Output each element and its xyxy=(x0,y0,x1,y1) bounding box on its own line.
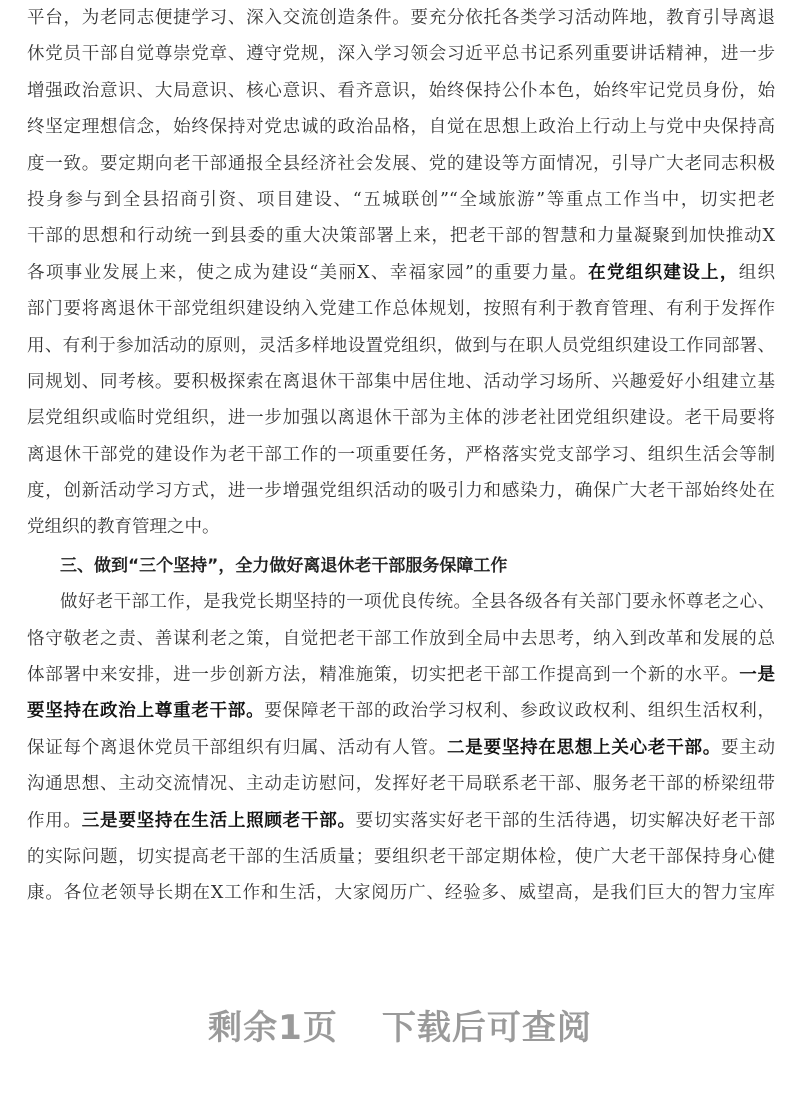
bold-text: 二是要坚持在思想上关心老干部。 xyxy=(447,737,721,758)
text-line xyxy=(27,875,775,911)
text-line xyxy=(27,328,775,364)
text-segment: 离退休干部党的建设作为老干部工作的一项重要任务，严格落实党支部学习、组织生活会等制 xyxy=(27,444,775,465)
text-segment: 干部的思想和行动统一到县委的重大决策部署上来，把老干部的智慧和力量凝聚到加快推动X xyxy=(27,226,775,247)
preview-limit-banner xyxy=(0,1000,800,1049)
text-line xyxy=(27,400,775,436)
text-line xyxy=(27,73,775,109)
text-line xyxy=(27,36,775,72)
text-segment: 体部署中来安排，进一步创新方法，精准施策，切实把老干部工作提高到一个新的水平。 xyxy=(27,665,740,686)
text-segment: 增强政治意识、大局意识、核心意识、看齐意识，始终保持公仆本色，始终牢记党员身份，始 xyxy=(27,80,775,101)
text-segment: 组织 xyxy=(738,262,775,283)
text-segment: 作用。 xyxy=(27,810,82,831)
text-segment: 恪守敬老之责、善谋利老之策，自觉把老干部工作放到全局中去思考，纳入到改革和发展的总 xyxy=(27,628,775,649)
text-line xyxy=(27,584,775,620)
text-line xyxy=(27,730,775,766)
text-segment: 党组织的教育管理之中。 xyxy=(27,517,220,538)
text-line xyxy=(27,0,775,36)
text-line xyxy=(27,182,775,218)
text-segment: 层党组织或临时党组织，进一步加强以离退休干部为主体的涉老社团党组织建设。老干局要将 xyxy=(27,408,775,429)
text-line xyxy=(27,437,775,473)
text-segment: 度，创新活动学习方式，进一步增强党组织活动的吸引力和感染力，确保广大老干部始终处在 xyxy=(27,481,775,502)
text-line xyxy=(27,657,775,693)
bold-text: 一是 xyxy=(739,665,775,686)
text-segment: 平台，为老同志便捷学习、深入交流创造条件。要充分依托各类学习活动阵地，教育引导离退 xyxy=(27,8,775,28)
text-segment: 同规划、同考核。要积极探索在离退休干部集中居住地、活动学习场所、兴趣爱好小组建立基 xyxy=(27,371,775,392)
text-segment: 做好老干部工作，是我党长期坚持的一项优良传统。全县各级各有关部门要永怀尊老之心、 xyxy=(60,592,775,613)
bold-text: 在党组织建设上， xyxy=(588,262,739,283)
text-segment: 要切实落实好老干部的生活待遇，切实解决好老干部 xyxy=(355,810,775,831)
text-line xyxy=(27,255,775,291)
document-body xyxy=(27,0,775,912)
text-segment: 三、做到“三个坚持”，全力做好离退休老干部服务保障工作 xyxy=(60,555,508,576)
text-segment: 各项事业发展上来，使之成为建设“美丽X、幸福家园”的重要力量。 xyxy=(27,262,589,283)
text-line xyxy=(27,766,775,802)
text-line xyxy=(27,364,775,400)
bold-text: 要坚持在政治上尊重老干部。 xyxy=(27,701,265,722)
text-line xyxy=(27,803,775,839)
text-line xyxy=(27,291,775,327)
text-line xyxy=(27,693,775,729)
text-line xyxy=(27,509,775,545)
remaining-pages-label: 剩余1页 xyxy=(208,1008,338,1048)
text-segment: 要保障老干部的政治学习权利、参政议政权利、组织生活权利， xyxy=(264,701,775,722)
text-segment: 部门要将离退休干部党组织建设纳入党建工作总体规划，按照有利于教育管理、有利于发挥作 xyxy=(27,299,775,320)
text-segment: 休党员干部自觉尊崇党章、遵守党规，深入学习领会习近平总书记系列重要讲话精神，进一步 xyxy=(27,44,775,65)
text-segment: 康。各位老领导长期在X工作和生活，大家阅历广、经验多、威望高，是我们巨大的智力宝库 xyxy=(27,883,775,904)
text-line xyxy=(27,218,775,254)
text-segment: 的实际问题，切实提高老干部的生活质量；要组织老干部定期体检，使广大老干部保持身心健 xyxy=(27,846,775,867)
text-segment: 投身参与到全县招商引资、项目建设、“五城联创”“全域旅游”等重点工作当中，切实把老 xyxy=(27,189,775,210)
text-line xyxy=(27,621,775,657)
text-line xyxy=(27,109,775,145)
text-segment: 沟通思想、主动交流情况、主动走访慰问，发挥好老干局联系老干部、服务老干部的桥梁纽带 xyxy=(27,774,775,795)
text-segment: 保证每个离退休党员干部组织有归属、活动有人管。 xyxy=(27,737,448,758)
text-line xyxy=(27,839,775,875)
text-segment: 用、有利于参加活动的原则，灵活多样地设置党组织，做到与在职人员党组织建设工作同部署、 xyxy=(27,335,775,356)
text-line xyxy=(27,146,775,182)
text-segment: 度一致。要定期向老干部通报全县经济社会发展、党的建设等方面情况，引导广大老同志积极 xyxy=(27,153,775,174)
text-segment: 要主动 xyxy=(720,737,775,758)
section-heading xyxy=(27,548,775,584)
bold-text: 三是要坚持在生活上照顾老干部。 xyxy=(81,810,356,831)
text-line xyxy=(27,473,775,509)
download-hint-label[interactable]: 下载后可查阅 xyxy=(381,1008,592,1048)
text-segment: 终坚定理想信念，始终保持对党忠诚的政治品格，自觉在思想上政治上行动上与党中央保持高 xyxy=(27,117,775,138)
